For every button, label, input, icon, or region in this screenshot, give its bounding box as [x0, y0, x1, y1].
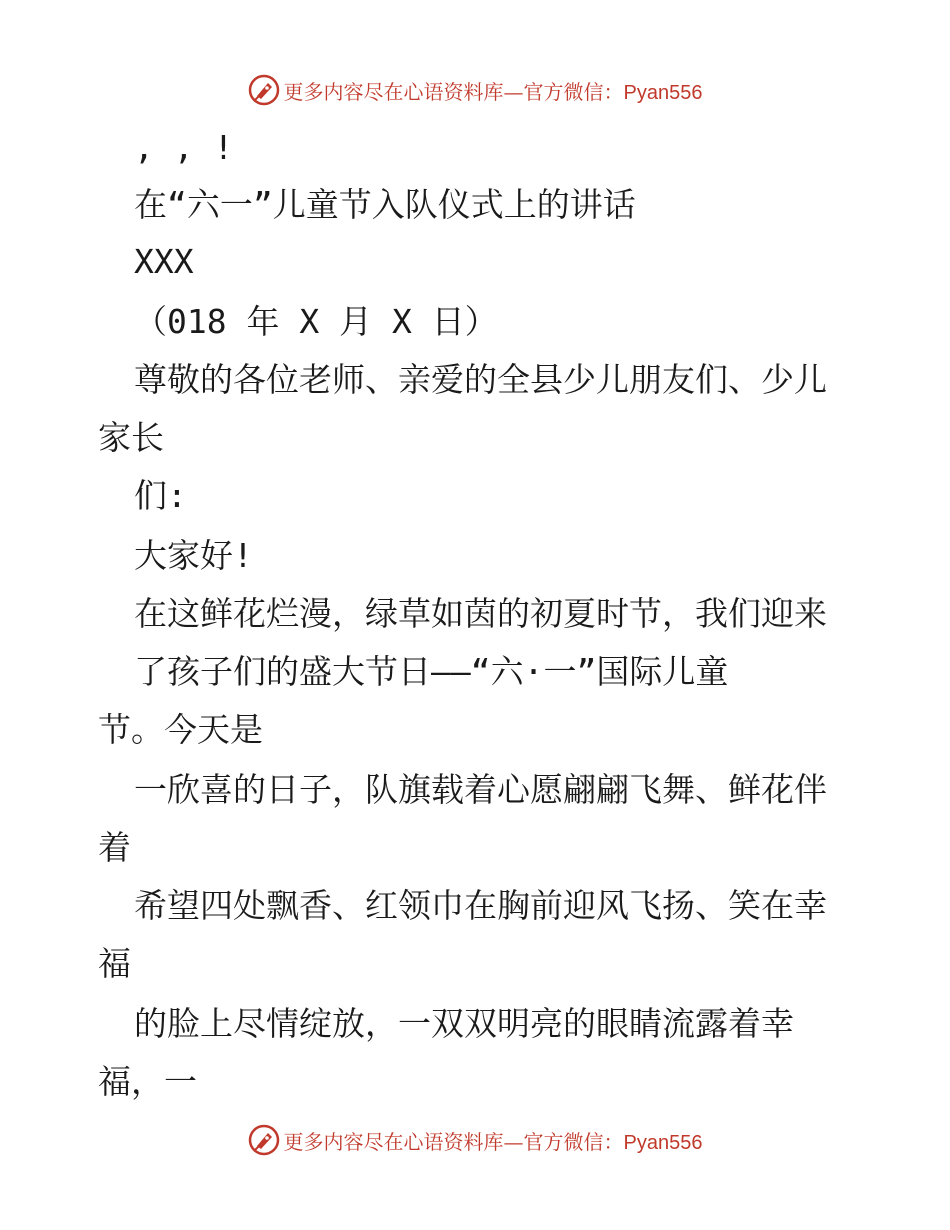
text-line: 大家好! [134, 536, 253, 575]
text-line: 家长 [98, 418, 164, 457]
text-line: 福 [98, 944, 131, 983]
watermark-account: Pyan556 [623, 81, 703, 104]
text-line: 在这鲜花烂漫，绿草如茵的初夏时节，我们迎来 [134, 594, 827, 633]
text-line: 了孩子们的盛大节日——“六·一”国际儿童 [134, 652, 729, 691]
watermark-text [284, 76, 703, 105]
speech-title: 在“六一”儿童节入队仪式上的讲话 [134, 185, 636, 224]
text-line: 节。今天是 [98, 710, 263, 749]
pen-nib-logo-icon [248, 1124, 280, 1156]
text-line: 尊敬的各位老师、亲爱的全县少儿朋友们、少儿 [134, 360, 827, 399]
footer-watermark [0, 1120, 950, 1160]
text-line: , , ! [134, 128, 234, 167]
text-line: 希望四处飘香、红领巾在胸前迎风飞扬、笑在幸 [134, 886, 827, 925]
speaker-name: XXX [134, 242, 194, 281]
text-line: 一欣喜的日子，队旗载着心愿翩翩飞舞、鲜花伴 [134, 770, 827, 809]
text-line: 福，一 [98, 1062, 197, 1101]
text-line: 的脸上尽情绽放，一双双明亮的眼睛流露着幸 [134, 1004, 794, 1043]
pen-nib-logo-icon [248, 74, 280, 106]
watermark-account: Pyan556 [623, 1131, 703, 1154]
text-line: 着 [98, 828, 131, 867]
watermark-text [284, 1126, 703, 1155]
speech-date: （018 年 X 月 X 日） [134, 302, 498, 341]
watermark-label: 更多内容尽在心语资料库—官方微信： [283, 1129, 624, 1154]
header-watermark [0, 70, 950, 110]
watermark-label: 更多内容尽在心语资料库—官方微信： [283, 79, 624, 104]
text-line: 们: [134, 476, 187, 515]
